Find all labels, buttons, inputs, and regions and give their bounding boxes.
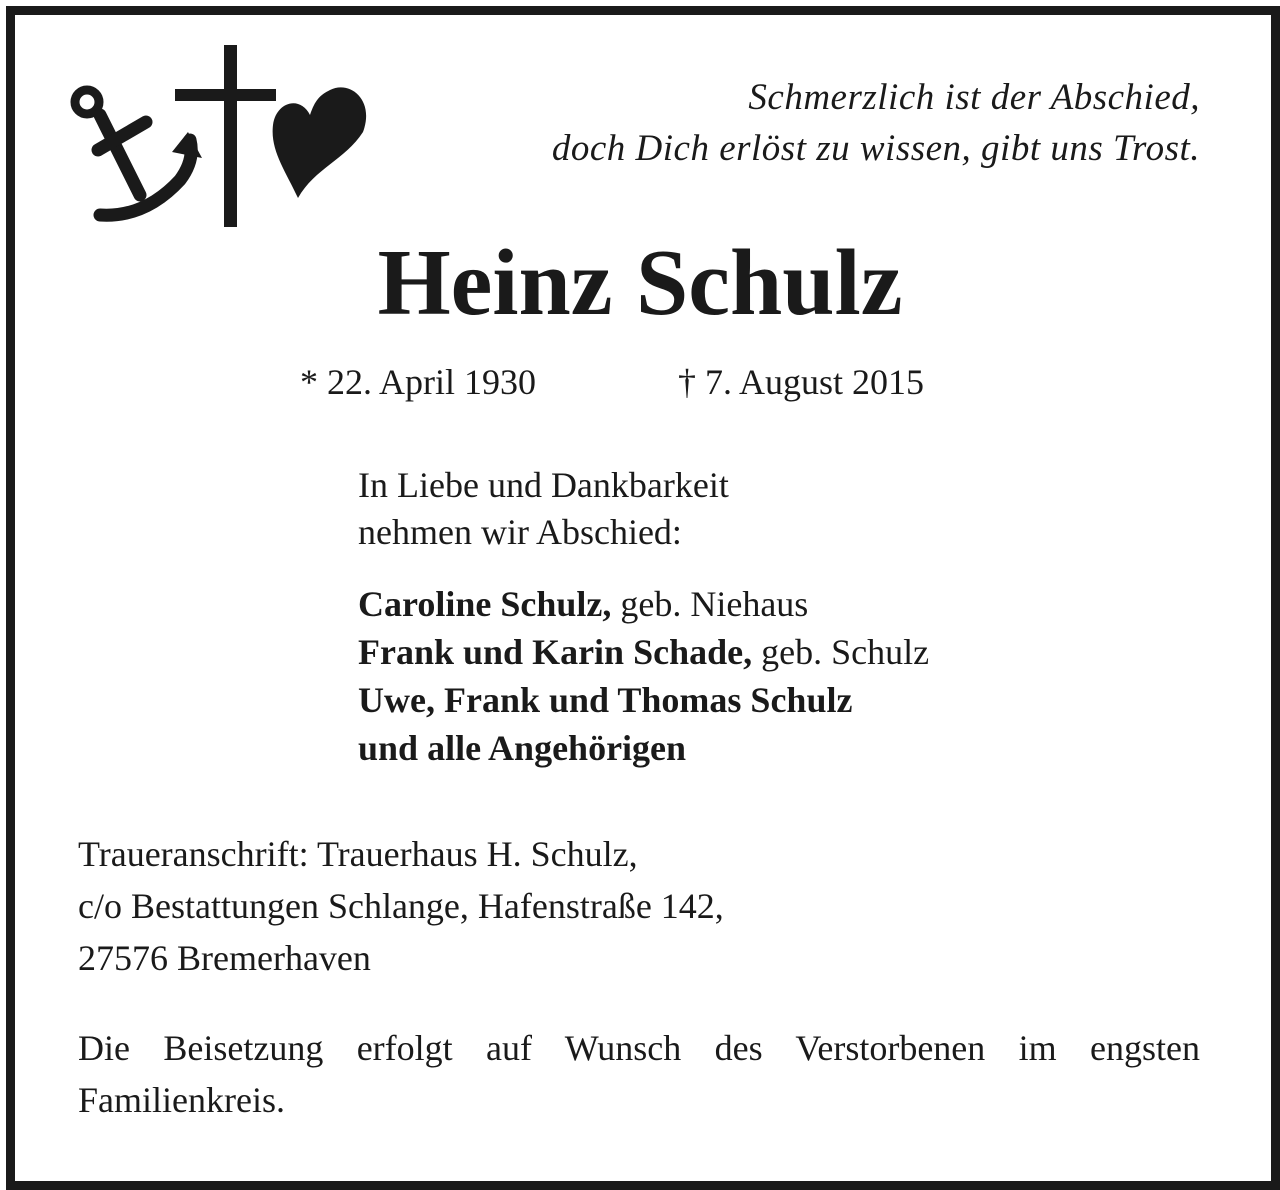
- mourner-name: Caroline Schulz,: [358, 584, 612, 624]
- condolence-quote: [552, 72, 1200, 174]
- mourner-note: geb. Schulz: [752, 632, 930, 672]
- anchor-fluke-icon: [172, 132, 202, 158]
- heart-icon: [273, 87, 367, 198]
- mourner-name: Uwe, Frank und Thomas Schulz: [358, 680, 853, 720]
- anchor-icon: [75, 90, 191, 215]
- burial-note: Die Beisetzung erfolgt auf Wunsch des Verstorbenen im engsten Familienkreis.: [78, 1028, 1200, 1120]
- intro-line-1: In Liebe und Dankbarkeit: [358, 465, 729, 505]
- quote-line-2: doch Dich erlöst zu wissen, gibt uns Trost.: [551, 128, 1200, 169]
- birth-date: * 22. April 1930: [300, 362, 537, 402]
- address-line-1: Traueranschrift: Trauerhaus H. Schulz,: [78, 834, 638, 874]
- mourner-entry: [358, 676, 929, 724]
- mourner-entry: [358, 580, 929, 628]
- address-line-3: 27576 Bremerhaven: [78, 938, 371, 978]
- intro-line-2: nehmen wir Abschied:: [358, 512, 682, 552]
- mourner-name: Frank und Karin Schade,: [358, 632, 753, 672]
- mourner-entry: [358, 628, 929, 676]
- mourner-note: geb. Niehaus: [611, 584, 809, 624]
- mourning-address: [78, 828, 724, 984]
- faith-hope-love-symbols: [60, 40, 390, 240]
- quote-line-1: Schmerzlich ist der Abschied,: [748, 77, 1200, 118]
- deceased-name: Heinz Schulz: [377, 231, 903, 335]
- death-date: † 7. August 2015: [678, 362, 925, 402]
- address-line-2: c/o Bestattungen Schlange, Hafenstraße 142,: [78, 886, 724, 926]
- farewell-intro: [358, 462, 729, 556]
- mourner-name: und alle Angehörigen: [358, 728, 687, 768]
- mourner-entry: [358, 724, 929, 772]
- mourners-list: [358, 580, 929, 772]
